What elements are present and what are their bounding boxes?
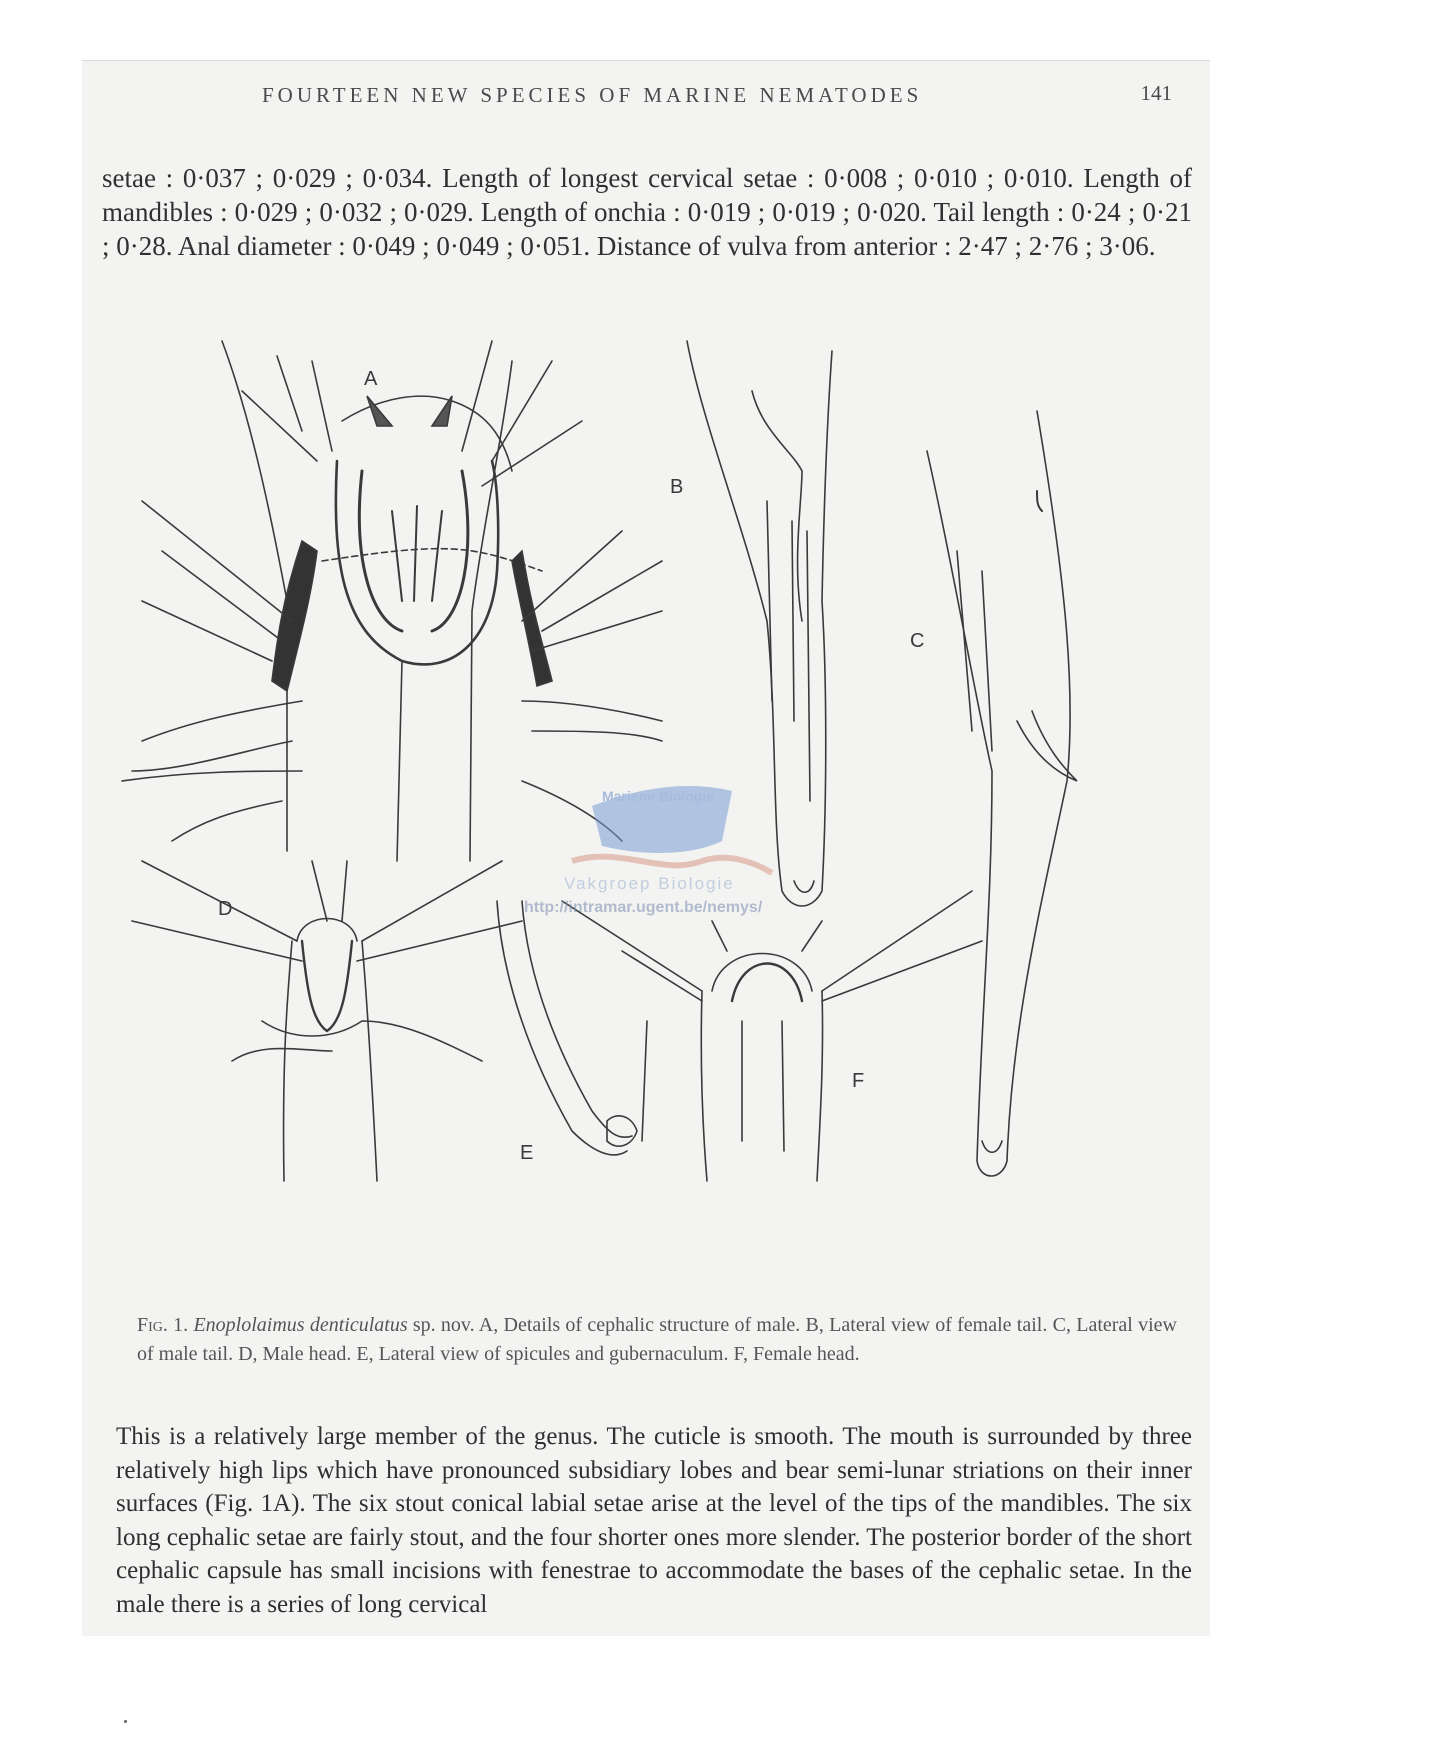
panel-e-drawing [497,901,647,1155]
watermark-line2: http://intramar.ugent.be/nemys/ [524,899,763,916]
scan-speck [124,1720,127,1723]
watermark-arc-text: Mariene Biologie [602,788,715,804]
panel-c-drawing [927,411,1077,1176]
watermark-line1: Vakgroep Biologie [564,874,735,893]
page-number: 141 [1140,81,1172,105]
running-title: FOURTEEN NEW SPECIES OF MARINE NEMATODES [262,83,923,107]
measurements-paragraph: setae : 0·037 ; 0·029 ; 0·034. Length of longest cervical setae : 0·008 ; 0·010 ; 0·010. Length of mandibles : 0·029 ; 0·032 ; 0·029. Length of onchia : 0·019 ; 0·019 ; 0·020. Tail length : 0·24 ; 0·21 ; 0·28. Anal diameter : 0·049 ; 0·049 ; 0·051. Distance of vulva from anterior : 2·47 ; 2·76 ; 3·06. [102,163,1192,261]
figure-drawing [102,301,1192,1321]
body-paragraph: This is a relatively large member of the genus. The cuticle is smooth. The mouth is surrounded by three relatively high lips which have pronounced subsidiary lobes and bear semi-lunar striations on their inner surfaces (Fig. 1A). The six stout conical labial setae arise at the level of the tips of the mandibles. The six long cephalic setae are fairly stout, and the four shorter ones more slender. The posterior border of the short cephalic capsule has small incisions with fenestrae to accommodate the bases of the cephalic setae. In the male there is a series of long cervical [116,1423,1192,1618]
figure-label-d: D [218,898,233,920]
running-head [82,75,1210,109]
panel-d-drawing [132,861,522,1181]
panel-a-drawing [122,341,662,861]
watermark [524,786,772,916]
caption-fig-label: Fig. 1. [137,1314,189,1336]
caption-species: Enoplolaimus denticulatus [193,1314,408,1336]
figure-label-a: A [364,368,378,390]
figure-caption [137,1311,1177,1369]
figure-label-f: F [852,1070,865,1092]
caption-text: sp. nov. A, Details of cephalic structure of male. B, Lateral view of female tail. C, Lateral view of male tail. D, Male head. E, Lateral view of spicules and gubernaculum. F, Female head. [137,1314,1177,1365]
figure-label-e: E [520,1142,534,1164]
scanned-page [82,60,1210,1636]
figure-1 [102,301,1192,1321]
figure-label-c: C [910,630,925,652]
figure-label-b: B [670,476,684,498]
